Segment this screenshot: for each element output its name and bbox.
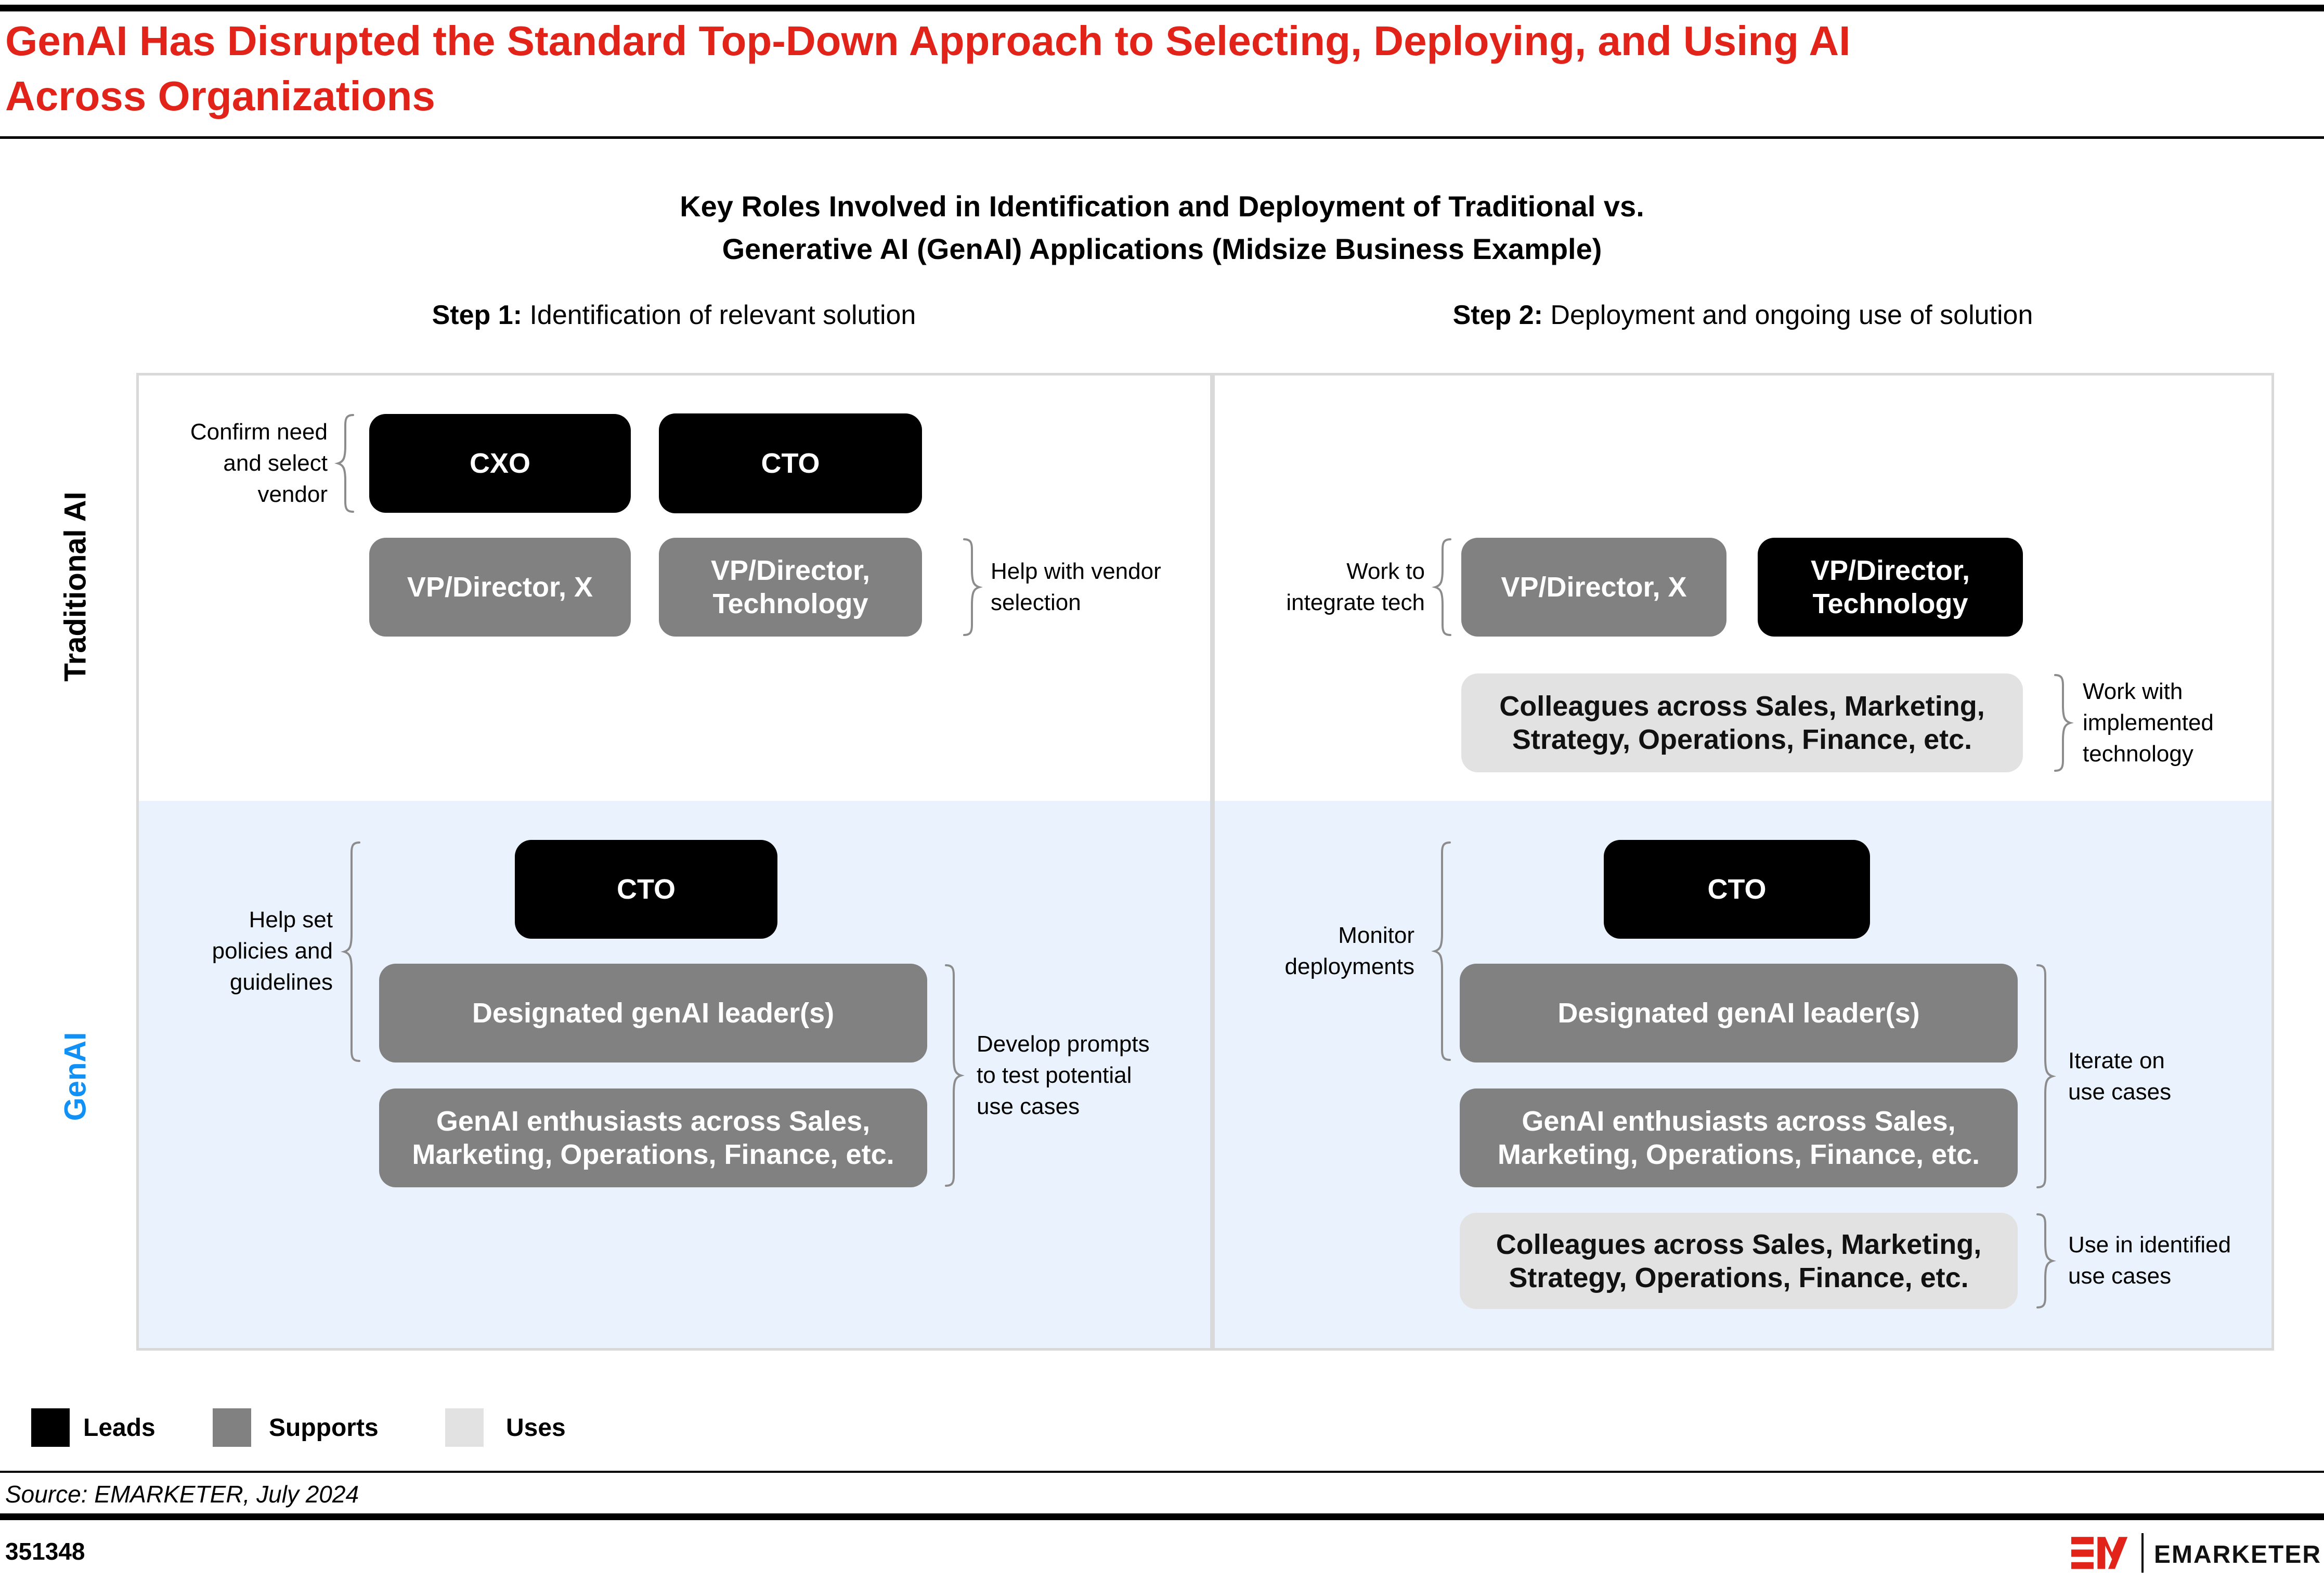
source-text: Source: EMARKETER, July 2024 <box>5 1481 359 1508</box>
legend-swatch-uses <box>445 1408 484 1447</box>
step1-header <box>136 300 1212 331</box>
box-colleagues-trad: Colleagues across Sales, Marketing, Strategy, Operations, Finance, etc. <box>1461 673 2023 772</box>
box-colleagues-genai: Colleagues across Sales, Marketing, Strategy, Operations, Finance, etc. <box>1460 1213 2018 1309</box>
row-label-genai: GenAI <box>58 1032 93 1121</box>
step2-prefix: Step 2: <box>1452 300 1543 330</box>
note-work-implemented-technology: Work with implemented technology <box>2083 679 2214 767</box>
legend-label-supports: Supports <box>269 1414 379 1442</box>
source-divider-rule <box>0 1471 2324 1473</box>
chart-subtitle <box>0 185 2324 270</box>
title-divider-rule <box>0 136 2324 139</box>
box-genai-enthusiasts-step1: GenAI enthusiasts across Sales, Marketing, Operations, Finance, etc. <box>379 1088 927 1187</box>
note-monitor-deployments: Monitor deployments <box>1284 923 1414 979</box>
note-help-vendor-selection: Help with vendor selection <box>991 559 1161 615</box>
legend-label-leads: Leads <box>83 1414 155 1442</box>
box-cto-trad-step1: CTO <box>659 413 922 513</box>
step1-text: Identification of relevant solution <box>522 300 916 330</box>
brace-work-implemented <box>2053 673 2074 772</box>
note-use-identified-use-cases: Use in identified use cases <box>2068 1232 2231 1289</box>
page-title-line2: Across Organizations <box>5 73 435 119</box>
emarketer-logo-icon <box>2071 1535 2130 1571</box>
top-accent-bar <box>0 5 2324 11</box>
box-vp-director-x-step1: VP/Director, X <box>369 538 631 637</box>
note-develop-prompts: Develop prompts to test potential use cases <box>977 1031 1150 1119</box>
note-work-integrate: Work to integrate tech <box>1286 559 1425 615</box>
note-confirm-need: Confirm need and select vendor <box>190 419 328 507</box>
box-vp-director-x-step2: VP/Director, X <box>1461 538 1726 637</box>
note-help-set-policies: Help set policies and guidelines <box>212 907 333 995</box>
step2-header <box>1212 300 2274 331</box>
brace-develop-prompts <box>944 964 965 1187</box>
emarketer-wordmark: EMARKETER <box>2154 1541 2322 1569</box>
box-cxo: CXO <box>369 414 631 513</box>
footer-bar <box>0 1513 2324 1520</box>
row-label-traditional-ai: Traditional AI <box>58 491 93 682</box>
page-title-line1: GenAI Has Disrupted the Standard Top-Down Approach to Selecting, Deploying, and Using AI <box>5 18 1851 64</box>
box-genai-enthusiasts-step2: GenAI enthusiasts across Sales, Marketing, Operations, Finance, etc. <box>1460 1088 2018 1187</box>
box-vp-director-technology-step2: VP/Director, Technology <box>1758 538 2023 637</box>
box-designated-leader-step2: Designated genAI leader(s) <box>1460 964 2018 1062</box>
box-vp-director-technology-step1: VP/Director, Technology <box>659 538 922 637</box>
chart-subtitle-line2: Generative AI (GenAI) Applications (Midsize Business Example) <box>722 232 1602 265</box>
column-divider <box>1210 373 1215 1351</box>
box-cto-genai-step2: CTO <box>1604 840 1870 939</box>
brace-iterate-use-cases <box>2035 964 2056 1189</box>
step1-prefix: Step 1: <box>432 300 522 330</box>
legend-swatch-supports <box>213 1408 251 1447</box>
brace-use-identified <box>2035 1213 2056 1309</box>
brace-help-set-policies <box>341 841 361 1062</box>
step2-text: Deployment and ongoing use of solution <box>1542 300 2033 330</box>
brace-monitor-deployments <box>1431 841 1452 1061</box>
matrix-frame <box>136 373 2274 1351</box>
logo-divider <box>2141 1533 2144 1573</box>
note-iterate-use-cases: Iterate on use cases <box>2068 1048 2172 1105</box>
legend-label-uses: Uses <box>506 1414 566 1442</box>
box-designated-leader-step1: Designated genAI leader(s) <box>379 964 927 1062</box>
page-title <box>5 14 1850 124</box>
box-cto-genai-step1: CTO <box>515 840 777 939</box>
legend-swatch-leads <box>31 1408 70 1447</box>
brace-work-integrate <box>1432 538 1452 637</box>
brace-help-vendor <box>962 538 983 637</box>
chart-id: 351348 <box>5 1538 85 1565</box>
brace-confirm-need <box>334 413 355 513</box>
chart-subtitle-line1: Key Roles Involved in Identification and Deployment of Traditional vs. <box>680 190 1644 223</box>
